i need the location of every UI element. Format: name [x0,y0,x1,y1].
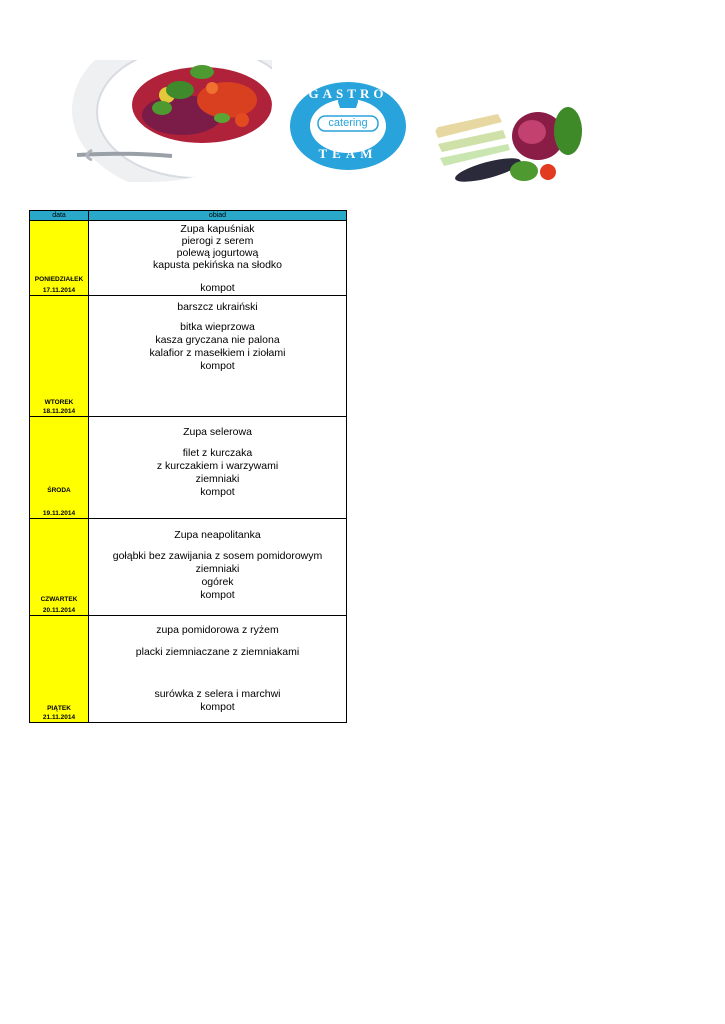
day-name: ŚRODA [47,487,71,494]
menu-item: ziemniaki [195,563,240,575]
menu-item: ogórek [201,576,234,588]
menu-item: z kurczakiem i warzywami [156,460,279,472]
menu-cell [89,221,347,296]
menu-cell [89,417,347,519]
menu-item: kapusta pekińska na słodko [153,259,282,271]
menu-item: kompot [200,701,235,713]
logo-middle-text: catering [328,117,368,129]
day-name: PONIEDZIAŁEK [34,276,84,283]
table-row [30,296,347,417]
header-date: data [30,211,89,221]
menu-item: gołąbki bez zawijania z sosem pomidorowym [112,550,323,562]
day-name: CZWARTEK [40,596,78,603]
menu-item: surówka z selera i marchwi [154,688,281,700]
header-meal: obiad [89,211,347,221]
menu-cell [89,296,347,417]
menu-item: kasza gryczana nie palona [155,334,280,346]
menu-item: placki ziemniaczane z ziemniakami [135,646,300,658]
menu-item: pierogi z serem [181,235,254,247]
day-date: 19.11.2014 [42,510,76,517]
menu-item: kompot [200,486,235,498]
day-cell [30,417,89,519]
menu-item: barszcz ukraiński [177,301,258,313]
gastro-team-catering-logo [288,80,408,172]
menu-table [29,210,347,723]
day-cell [30,221,89,296]
menu-cell [89,616,347,723]
menu-item: Zupa kapuśniak [180,223,255,235]
menu-item: kompot [200,282,235,294]
menu-item: bitka wieprzowa [180,321,255,333]
menu-item: Zupa selerowa [183,426,252,438]
menu-item: ziemniaki [195,473,240,485]
menu-item: kompot [200,589,235,601]
logo-top-text: GASTRO [308,86,388,101]
day-date: 18.11.2014 [42,408,76,415]
menu-cell [89,519,347,616]
table-row [30,616,347,723]
menu-item: kompot [200,360,235,372]
day-date: 20.11.2014 [42,607,76,614]
menu-item: zupa pomidorowa z ryżem [156,624,279,636]
menu-item: Zupa neapolitanka [174,529,261,541]
menu-item: filet z kurczaka [182,447,253,459]
table-row [30,221,347,296]
salad-photo [62,60,272,182]
day-cell [30,296,89,417]
vegetables-photo [428,86,590,192]
table-row [30,519,347,616]
menu-item: polewą jogurtową [176,247,259,259]
day-name: PIĄTEK [47,705,71,712]
day-cell [30,519,89,616]
day-date: 17.11.2014 [42,287,76,294]
table-row [30,417,347,519]
day-name: WTOREK [44,399,74,406]
menu-item: kalafior z masełkiem i ziołami [149,347,286,359]
day-date: 21.11.2014 [42,714,76,721]
logo-bottom-text: TEAM [318,146,378,161]
day-cell [30,616,89,723]
table-header-row [30,211,347,221]
